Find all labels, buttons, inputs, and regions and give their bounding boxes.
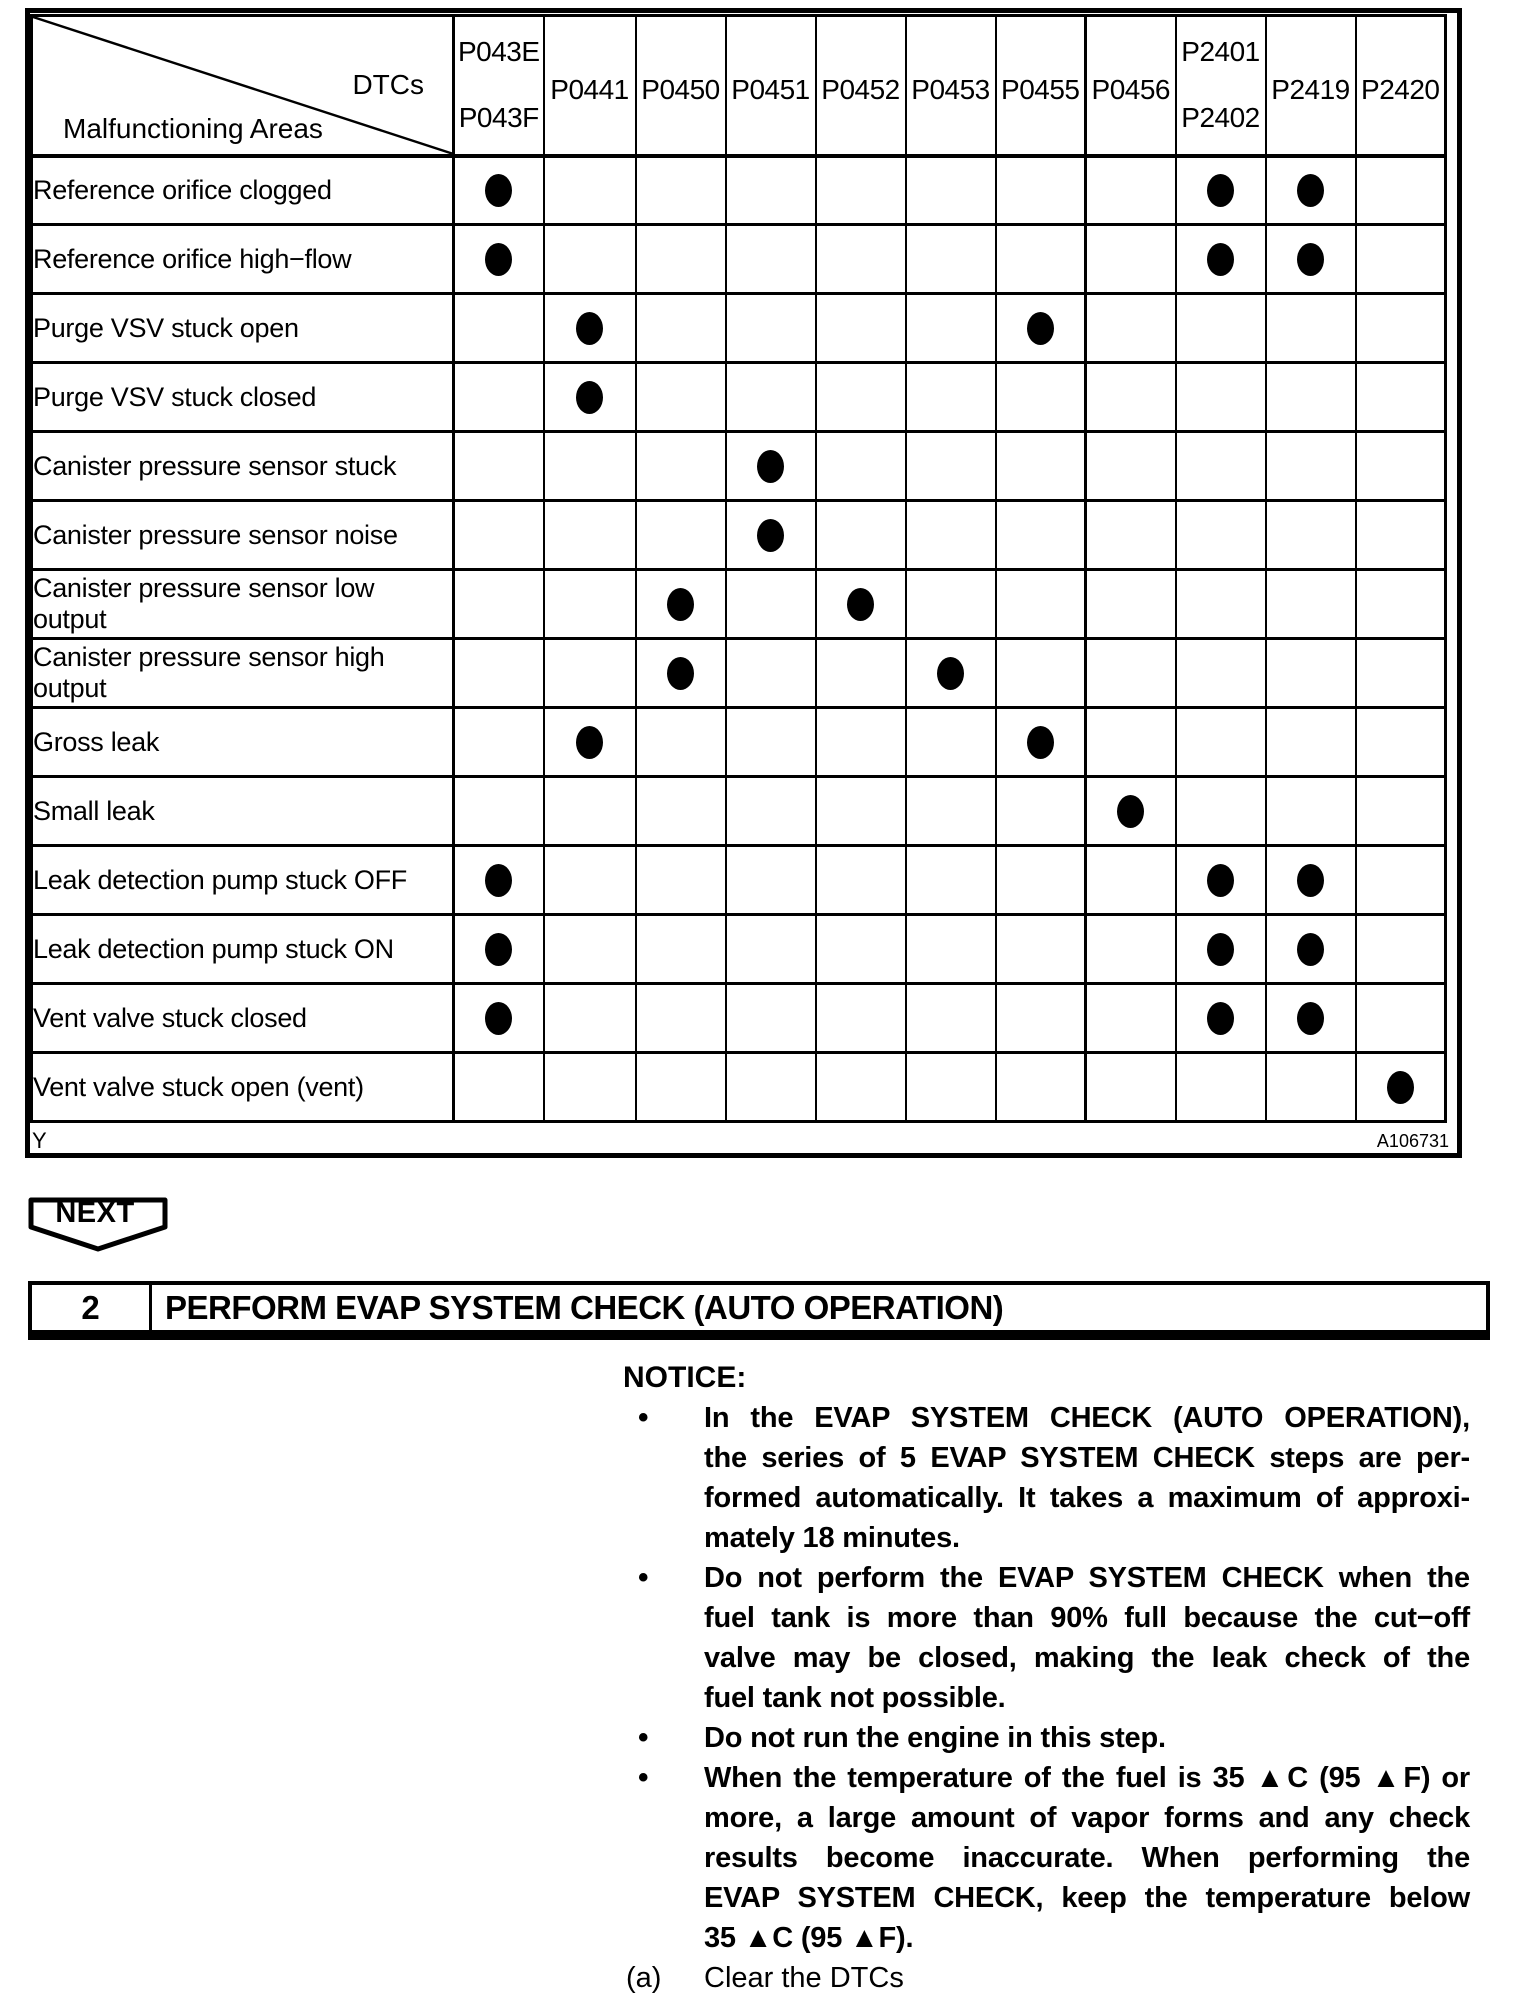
dtc-match-cell (544, 363, 636, 432)
empty-cell (996, 225, 1086, 294)
notice-bullet (623, 1758, 1493, 1958)
empty-cell (454, 639, 544, 708)
empty-cell (816, 708, 906, 777)
empty-cell (636, 846, 726, 915)
empty-cell (454, 570, 544, 639)
notice-bullet (623, 1718, 1493, 1758)
dtc-match-cell (996, 708, 1086, 777)
dtc-match-cell (1356, 1053, 1446, 1122)
applicable-dot-icon (1297, 933, 1324, 966)
empty-cell (996, 156, 1086, 225)
empty-cell (1356, 708, 1446, 777)
empty-cell (1086, 846, 1176, 915)
empty-cell (906, 501, 996, 570)
empty-cell (1176, 639, 1266, 708)
empty-cell (816, 1053, 906, 1122)
dtc-match-cell (1176, 846, 1266, 915)
empty-cell (816, 363, 906, 432)
empty-cell (906, 984, 996, 1053)
empty-cell (544, 777, 636, 846)
dtc-match-cell (1266, 984, 1356, 1053)
empty-cell (1266, 501, 1356, 570)
empty-cell (996, 777, 1086, 846)
empty-cell (1356, 501, 1446, 570)
substep-index: (a) (626, 1962, 662, 1994)
bullet-text: When the temperature of the fuel is 35 ▲C (95 ▲F) or more, a large amount of vapor forms and any check results become inaccurate. When performing the EVAP SYSTEM CHECK, keep the temperature below 35 ▲C (95 ▲F). (704, 1762, 1470, 1954)
empty-cell (544, 915, 636, 984)
dtc-column-header-P0455: P0455 (996, 16, 1086, 156)
dtc-match-cell (1176, 915, 1266, 984)
empty-cell (726, 984, 816, 1053)
empty-cell (1176, 777, 1266, 846)
empty-cell (906, 915, 996, 984)
empty-cell (636, 1053, 726, 1122)
empty-cell (726, 639, 816, 708)
empty-cell (1356, 639, 1446, 708)
dtc-match-cell (1176, 225, 1266, 294)
empty-cell (1176, 294, 1266, 363)
empty-cell (636, 432, 726, 501)
empty-cell (1086, 708, 1176, 777)
empty-cell (1086, 363, 1176, 432)
dtc-column-header-P2401-P2402: P2401 P2402 (1176, 16, 1266, 156)
malfunctioning-area-label: Purge VSV stuck open (32, 294, 454, 363)
notice-bullet (623, 1398, 1493, 1558)
applicable-dot-icon (1207, 243, 1234, 276)
applicable-dot-icon (1207, 1002, 1234, 1035)
applicable-dot-icon (1297, 243, 1324, 276)
empty-cell (1266, 432, 1356, 501)
applicable-dot-icon (757, 519, 784, 552)
empty-cell (636, 225, 726, 294)
dtc-match-cell (1266, 225, 1356, 294)
dtc-column-header-P0450: P0450 (636, 16, 726, 156)
table-row (32, 432, 1446, 501)
empty-cell (1356, 777, 1446, 846)
table-row (32, 915, 1446, 984)
next-button-label: NEXT (55, 1197, 135, 1229)
empty-cell (1176, 1053, 1266, 1122)
empty-cell (816, 639, 906, 708)
empty-cell (996, 1053, 1086, 1122)
step-number: 2 (32, 1285, 152, 1330)
substep-text: Clear the DTCs (704, 1962, 904, 1994)
dtc-table-header-row (32, 16, 1446, 156)
empty-cell (454, 501, 544, 570)
empty-cell (996, 984, 1086, 1053)
table-row (32, 501, 1446, 570)
empty-cell (1086, 984, 1176, 1053)
malfunctioning-areas-axis-label: Malfunctioning Areas (63, 112, 323, 144)
empty-cell (1176, 570, 1266, 639)
figure-id-label: A106731 (1376, 1131, 1449, 1151)
empty-cell (906, 777, 996, 846)
empty-cell (1266, 708, 1356, 777)
dtc-match-cell (816, 570, 906, 639)
empty-cell (1176, 708, 1266, 777)
bullet-icon: • (638, 1761, 649, 1794)
table-row (32, 708, 1446, 777)
dtcs-axis-label: DTCs (352, 69, 424, 100)
empty-cell (544, 984, 636, 1053)
malfunctioning-area-label: Canister pressure sensor low output (32, 570, 454, 639)
applicable-dot-icon (1207, 933, 1234, 966)
empty-cell (1086, 915, 1176, 984)
dtc-column-header-P043E-P043F: P043E P043F (454, 16, 544, 156)
empty-cell (816, 156, 906, 225)
empty-cell (1356, 570, 1446, 639)
empty-cell (544, 639, 636, 708)
empty-cell (906, 363, 996, 432)
applicable-dot-icon (937, 657, 964, 690)
empty-cell (544, 225, 636, 294)
applicable-dot-icon (667, 657, 694, 690)
empty-cell (544, 846, 636, 915)
applicable-dot-icon (1207, 174, 1234, 207)
malfunctioning-area-label: Canister pressure sensor stuck (32, 432, 454, 501)
empty-cell (816, 225, 906, 294)
applicable-dot-icon (1387, 1071, 1414, 1104)
applicable-dot-icon (847, 588, 874, 621)
dtc-column-header-P0452: P0452 (816, 16, 906, 156)
table-row (32, 156, 1446, 225)
empty-cell (1086, 639, 1176, 708)
table-row (32, 363, 1446, 432)
empty-cell (544, 570, 636, 639)
empty-cell (1086, 432, 1176, 501)
applicable-dot-icon (1207, 864, 1234, 897)
empty-cell (454, 708, 544, 777)
dtc-match-cell (906, 639, 996, 708)
applicable-dot-icon (485, 864, 512, 897)
table-row (32, 846, 1446, 915)
empty-cell (726, 363, 816, 432)
applicable-dot-icon (576, 381, 603, 414)
table-corner-cell (32, 16, 454, 156)
empty-cell (726, 294, 816, 363)
dtc-column-header-P0453: P0453 (906, 16, 996, 156)
empty-cell (1176, 432, 1266, 501)
applicable-dot-icon (576, 312, 603, 345)
bullet-text: Do not run the engine in this step. (704, 1722, 1166, 1754)
dtc-match-cell (1176, 984, 1266, 1053)
empty-cell (1086, 225, 1176, 294)
dtc-match-cell (1266, 156, 1356, 225)
dtc-column-header-P0451: P0451 (726, 16, 816, 156)
empty-cell (1266, 294, 1356, 363)
applicable-dot-icon (485, 243, 512, 276)
dtc-match-cell (636, 639, 726, 708)
dtc-column-header-P0441: P0441 (544, 16, 636, 156)
table-row (32, 777, 1446, 846)
bullet-text: In the EVAP SYSTEM CHECK (AUTO OPERATION), the series of 5 EVAP SYSTEM CHECK steps are per- formed automatically. It takes a maximum of approxi- mately 18 minutes. (704, 1402, 1470, 1554)
malfunctioning-area-label: Small leak (32, 777, 454, 846)
empty-cell (636, 501, 726, 570)
empty-cell (996, 501, 1086, 570)
empty-cell (636, 915, 726, 984)
bullet-icon: • (638, 1561, 649, 1594)
dtc-match-cell (544, 708, 636, 777)
empty-cell (726, 708, 816, 777)
empty-cell (636, 363, 726, 432)
dtc-match-cell (996, 294, 1086, 363)
dtc-match-cell (1176, 156, 1266, 225)
empty-cell (816, 432, 906, 501)
malfunctioning-area-label: Canister pressure sensor noise (32, 501, 454, 570)
applicable-dot-icon (485, 933, 512, 966)
empty-cell (544, 432, 636, 501)
empty-cell (1356, 915, 1446, 984)
empty-cell (816, 294, 906, 363)
applicable-dot-icon (667, 588, 694, 621)
empty-cell (816, 915, 906, 984)
dtc-match-cell (1266, 846, 1356, 915)
empty-cell (1086, 501, 1176, 570)
empty-cell (906, 846, 996, 915)
dtc-column-header-P2420: P2420 (1356, 16, 1446, 156)
malfunctioning-area-label: Reference orifice clogged (32, 156, 454, 225)
malfunctioning-area-label: Gross leak (32, 708, 454, 777)
empty-cell (454, 777, 544, 846)
empty-cell (636, 156, 726, 225)
empty-cell (906, 432, 996, 501)
dtc-match-cell (726, 432, 816, 501)
notice-section (623, 1358, 1493, 1998)
empty-cell (1266, 570, 1356, 639)
applicable-dot-icon (485, 1002, 512, 1035)
empty-cell (906, 294, 996, 363)
empty-cell (1356, 846, 1446, 915)
empty-cell (636, 984, 726, 1053)
applicable-dot-icon (1297, 1002, 1324, 1035)
empty-cell (636, 294, 726, 363)
dtc-match-cell (1266, 915, 1356, 984)
dtc-column-header-P0456: P0456 (1086, 16, 1176, 156)
empty-cell (1266, 1053, 1356, 1122)
applicable-dot-icon (757, 450, 784, 483)
applicable-dot-icon (485, 174, 512, 207)
empty-cell (1356, 363, 1446, 432)
empty-cell (1356, 294, 1446, 363)
empty-cell (454, 1053, 544, 1122)
malfunctioning-area-label: Leak detection pump stuck OFF (32, 846, 454, 915)
step-title: PERFORM EVAP SYSTEM CHECK (AUTO OPERATION) (165, 1288, 1004, 1326)
malfunctioning-area-label: Purge VSV stuck closed (32, 363, 454, 432)
empty-cell (816, 846, 906, 915)
applicable-dot-icon (576, 726, 603, 759)
next-button[interactable] (27, 1196, 169, 1254)
dtc-match-cell (454, 846, 544, 915)
table-row (32, 1053, 1446, 1122)
empty-cell (1356, 156, 1446, 225)
dtc-table-frame (25, 8, 1462, 1158)
empty-cell (996, 915, 1086, 984)
empty-cell (726, 777, 816, 846)
empty-cell (1266, 639, 1356, 708)
empty-cell (544, 156, 636, 225)
dtc-match-cell (454, 156, 544, 225)
table-row (32, 639, 1446, 708)
dtc-match-cell (726, 501, 816, 570)
empty-cell (1086, 156, 1176, 225)
empty-cell (816, 501, 906, 570)
empty-cell (906, 1053, 996, 1122)
applicable-dot-icon (1027, 312, 1054, 345)
dtc-matrix-table (30, 14, 1447, 1123)
dtc-column-header-P2419: P2419 (1266, 16, 1356, 156)
malfunctioning-area-label: Leak detection pump stuck ON (32, 915, 454, 984)
empty-cell (544, 501, 636, 570)
dtc-match-cell (454, 225, 544, 294)
empty-cell (1356, 432, 1446, 501)
step-header-bar (28, 1281, 1490, 1340)
dtc-match-cell (544, 294, 636, 363)
empty-cell (1086, 570, 1176, 639)
empty-cell (906, 708, 996, 777)
empty-cell (906, 570, 996, 639)
empty-cell (454, 432, 544, 501)
page-corner-mark: Y (32, 1128, 47, 1153)
empty-cell (726, 915, 816, 984)
substep-row (626, 1958, 1493, 1998)
empty-cell (726, 1053, 816, 1122)
applicable-dot-icon (1117, 795, 1144, 828)
malfunctioning-area-label: Canister pressure sensor high output (32, 639, 454, 708)
empty-cell (726, 570, 816, 639)
empty-cell (1356, 225, 1446, 294)
empty-cell (906, 225, 996, 294)
bullet-icon: • (638, 1721, 649, 1754)
table-row (32, 984, 1446, 1053)
empty-cell (454, 363, 544, 432)
empty-cell (1356, 984, 1446, 1053)
empty-cell (996, 363, 1086, 432)
table-row (32, 225, 1446, 294)
empty-cell (726, 846, 816, 915)
empty-cell (636, 708, 726, 777)
applicable-dot-icon (1027, 726, 1054, 759)
malfunctioning-area-label: Vent valve stuck closed (32, 984, 454, 1053)
empty-cell (636, 777, 726, 846)
bullet-icon: • (638, 1401, 649, 1434)
malfunctioning-area-label: Reference orifice high−flow (32, 225, 454, 294)
table-row (32, 570, 1446, 639)
applicable-dot-icon (1297, 174, 1324, 207)
empty-cell (726, 225, 816, 294)
empty-cell (816, 777, 906, 846)
dtc-match-cell (1086, 777, 1176, 846)
empty-cell (1176, 363, 1266, 432)
dtc-match-cell (636, 570, 726, 639)
empty-cell (1086, 294, 1176, 363)
empty-cell (1266, 363, 1356, 432)
notice-bullet (623, 1558, 1493, 1718)
empty-cell (726, 156, 816, 225)
notice-heading: NOTICE: (623, 1361, 747, 1394)
empty-cell (1266, 777, 1356, 846)
table-row (32, 294, 1446, 363)
empty-cell (1086, 1053, 1176, 1122)
notice-bullet-list (623, 1398, 1493, 1958)
empty-cell (996, 846, 1086, 915)
empty-cell (906, 156, 996, 225)
bullet-text: Do not perform the EVAP SYSTEM CHECK when the fuel tank is more than 90% full because the cut−off valve may be closed, making the leak check of the fuel tank not possible. (704, 1562, 1470, 1714)
empty-cell (454, 294, 544, 363)
empty-cell (816, 984, 906, 1053)
applicable-dot-icon (1297, 864, 1324, 897)
empty-cell (996, 570, 1086, 639)
empty-cell (996, 639, 1086, 708)
dtc-match-cell (454, 984, 544, 1053)
empty-cell (1176, 501, 1266, 570)
empty-cell (544, 1053, 636, 1122)
dtc-match-cell (454, 915, 544, 984)
empty-cell (996, 432, 1086, 501)
malfunctioning-area-label: Vent valve stuck open (vent) (32, 1053, 454, 1122)
